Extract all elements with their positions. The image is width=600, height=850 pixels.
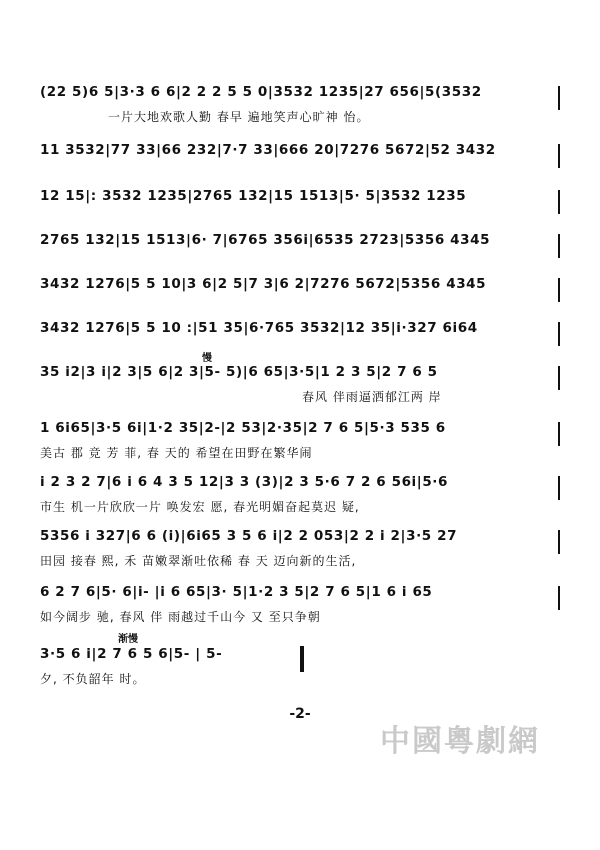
- notation-line: 35 i2|3 i|2 3|5 6|2 3|5- 5)|6 65|3·5|1 2 3 5|2 7 6 5: [40, 364, 438, 380]
- watermark-logo: 中國粵劇網: [380, 724, 540, 759]
- notation-line: 5356 i 327|6 6 (i)|6i65 3 5 6 i|2 2 053|2 2 i 2|3·5 27: [40, 528, 458, 544]
- tempo-mark: 慢: [202, 353, 212, 364]
- score-system-10: [40, 528, 560, 580]
- notation-line: 11 3532|77 33|66 232|7·7 33|666 20|7276 5672|52 3432: [40, 142, 496, 158]
- lyric-line: 如今阔步 驰, 春风 伴 雨越过千山今 又 至只争朝: [40, 610, 321, 624]
- score-system-2: [40, 142, 560, 172]
- tempo-mark: 渐慢: [118, 634, 138, 645]
- lyric-line: 田园 接春 熙, 禾 苗嫩翠渐吐依稀 春 天 迈向新的生活,: [40, 554, 357, 568]
- lyric-line: 夕, 不负韶年 时。: [40, 672, 146, 686]
- score-system-6: [40, 320, 560, 350]
- system-end-bar: [558, 86, 560, 110]
- system-end-bar: [558, 144, 560, 168]
- system-end-bar: [558, 476, 560, 500]
- score-system-9: [40, 474, 560, 526]
- score-system-3: [40, 188, 560, 218]
- system-end-bar: [558, 322, 560, 346]
- notation-line: 3432 1276|5 5 10 :|51 35|6·765 3532|12 35|i·327 6i64: [40, 320, 478, 336]
- notation-line: 12 15|: 3532 1235|2765 132|15 1513|5· 5|3532 1235: [40, 188, 467, 204]
- notation-line: i 2 3 2 7|6 i 6 4 3 5 12|3 3 (3)|2 3 5·6 7 2 6 56i|5·6: [40, 474, 449, 490]
- lyric-line: 市生 机一片欣欣一片 唤发宏 愿, 春光明媚奋起莫迟 疑,: [40, 500, 360, 514]
- page-number: -2-: [289, 706, 311, 722]
- final-barline: [300, 646, 304, 672]
- notation-line: 2765 132|15 1513|6· 7|6765 356i|6535 2723|5356 4345: [40, 232, 491, 248]
- score-system-5: [40, 276, 560, 306]
- score-system-1: [40, 84, 560, 136]
- score-system-4: [40, 232, 560, 262]
- notation-line: 3432 1276|5 5 10|3 6|2 5|7 3|6 2|7276 5672|5356 4345: [40, 276, 487, 292]
- score-system-8: [40, 420, 560, 472]
- system-end-bar: [558, 366, 560, 390]
- system-end-bar: [558, 278, 560, 302]
- system-end-bar: [558, 234, 560, 258]
- system-end-bar: [558, 586, 560, 610]
- score-system-7: [40, 364, 560, 416]
- lyric-line: 一片大地欢歌人勤 春早 遍地笑声心旷神 怡。: [108, 110, 370, 124]
- system-end-bar: [558, 190, 560, 214]
- notation-line: (22 5)6 5|3·3 6 6|2 2 2 5 5 0|3532 1235|27 656|5(3532: [40, 84, 482, 100]
- score-system-11: [40, 584, 560, 636]
- notation-line: 1 6i65|3·5 6i|1·2 35|2-|2 53|2·35|2 7 6 5|5·3 535 6: [40, 420, 446, 436]
- lyric-line: 美古 郡 竞 芳 菲, 春 天的 希望在田野在繁华闹: [40, 446, 313, 460]
- notation-line: 6 2 7 6|5· 6|i- |i 6 65|3· 5|1·2 3 5|2 7 6 5|1 6 i 65: [40, 584, 433, 600]
- lyric-line: 春风 伴雨逼洒郁江两 岸: [302, 390, 442, 404]
- notation-line: 3·5 6 i|2 7 6 5 6|5- | 5-: [40, 646, 223, 662]
- system-end-bar: [558, 422, 560, 446]
- system-end-bar: [558, 530, 560, 554]
